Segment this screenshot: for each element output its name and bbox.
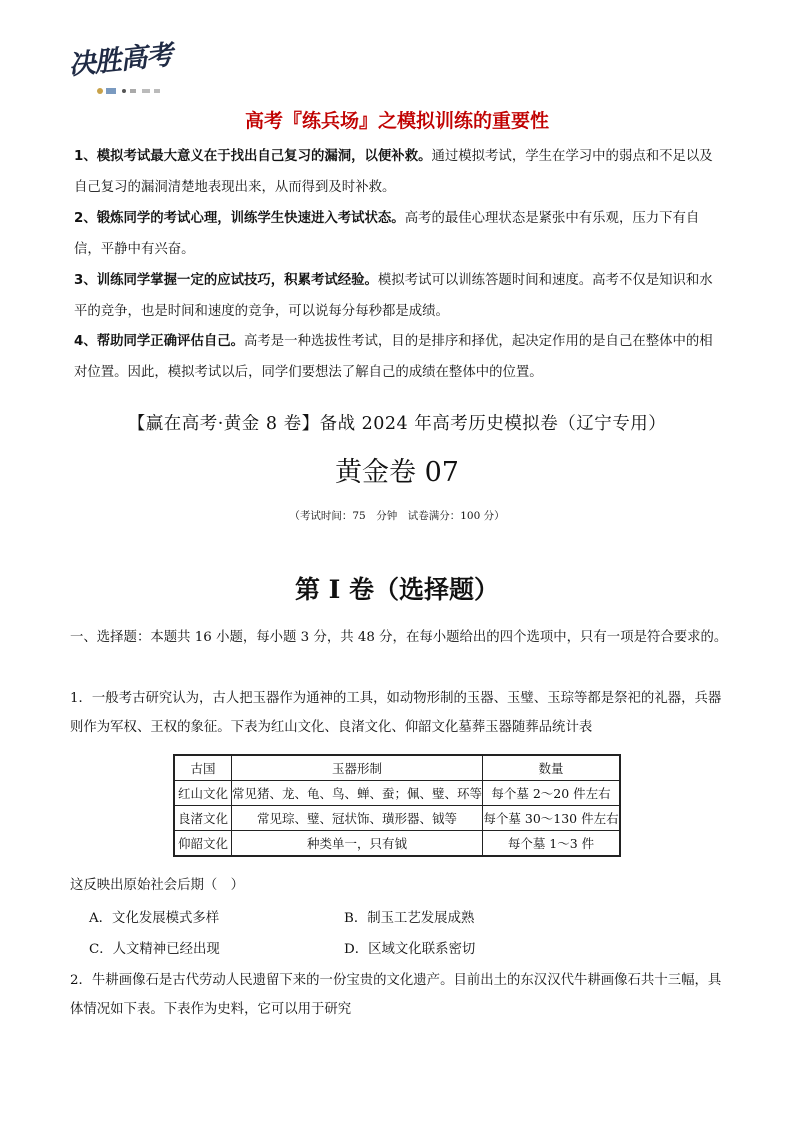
table-cell: 良渚文化 (174, 806, 232, 831)
point-1-bold: 1、模拟考试最大意义在于找出自己复习的漏洞，以便补救。 (74, 149, 432, 164)
logo-text: 决胜高考 (66, 39, 174, 82)
point-3 (74, 265, 724, 327)
question-1-prompt: 这反映出原始社会后期（ ） (70, 878, 245, 893)
section-title: 第 I 卷（选择题） (294, 575, 500, 604)
relics-table (173, 754, 621, 857)
logo-figures-icon (94, 84, 164, 98)
table-cell: 每个墓 2～20 件左右 (483, 781, 621, 806)
question-2-stem: 2．牛耕画像石是古代劳动人民遗留下来的一份宝贵的文化遗产。目前出土的东汉汉代牛耕画像石共十三幅，具体情况如下表。下表作为史料，它可以用于研究 (70, 973, 722, 1017)
point-4-text: 高考是一种选拔性考试，目的是排序和择优，起决定作用的是自己在整体中的相对位置。因此，模拟考试以后，同学们要想法了解自己的成绩在整体中的位置。 (74, 334, 713, 380)
table-header: 数量 (483, 755, 621, 781)
exam-info: （考试时间：75 分钟 试卷满分：100 分） (289, 510, 505, 522)
point-1-text: 通过模拟考试，学生在学习中的弱点和不足以及自己复习的漏洞清楚地表现出来，从而得到及时补救。 (74, 149, 713, 195)
table-cell: 种类单一，只有钺 (232, 831, 483, 857)
point-4-bold: 4、帮助同学正确评估自己。 (74, 334, 245, 349)
table-cell: 仰韶文化 (174, 831, 232, 857)
option-b: B．制玉工艺发展成熟 (344, 911, 475, 926)
point-2-text: 高考的最佳心理状态是紧张中有乐观，压力下有自信，平静中有兴奋。 (74, 211, 700, 257)
exam-title: 【赢在高考·黄金 8 卷】备战 2024 年高考历史模拟卷（辽宁专用） (127, 414, 667, 434)
table-header: 古国 (174, 755, 232, 781)
banner-title: 高考『练兵场』之模拟训练的重要性 (244, 110, 549, 132)
option-c: C．人文精神已经出现 (89, 942, 220, 957)
table-row (174, 781, 620, 806)
table-header: 玉器形制 (232, 755, 483, 781)
question-1-stem: 1．一般考古研究认为，古人把玉器作为通神的工具，如动物形制的玉器、玉璧、玉琮等都是祭祀的礼器，兵器则作为军权、王权的象征。下表为红山文化、良渚文化、仰韶文化墓葬玉器随葬品统计表 (70, 691, 722, 735)
gold-title: 黄金卷 07 (335, 457, 459, 488)
point-3-text: 模拟考试可以训练答题时间和速度。高考不仅是知识和水平的竞争，也是时间和速度的竞争，可以说每分每秒都是成绩。 (74, 273, 713, 319)
table-header-row (174, 755, 620, 781)
point-2-bold: 2、锻炼同学的考试心理，训练学生快速进入考试状态。 (74, 211, 405, 226)
table-cell: 每个墓 1～3 件 (483, 831, 621, 857)
point-3-bold: 3、训练同学掌握一定的应试技巧，积累考试经验。 (74, 273, 378, 288)
option-a: A．文化发展模式多样 (89, 911, 220, 926)
point-1 (74, 141, 724, 203)
table-row (174, 831, 620, 857)
table-row (174, 806, 620, 831)
instruction: 一、选择题：本题共 16 小题，每小题 3 分，共 48 分，在每小题给出的四个选项中，只有一项是符合要求的。 (70, 630, 728, 645)
table-cell: 常见猪、龙、龟、鸟、蝉、蚕；佩、璧、环等 (232, 781, 483, 806)
option-d: D．区域文化联系密切 (344, 942, 476, 957)
point-2 (74, 203, 724, 265)
table-cell: 常见琮、璧、冠状饰、璜形器、钺等 (232, 806, 483, 831)
logo (64, 30, 186, 108)
table-cell: 每个墓 30～130 件左右 (483, 806, 621, 831)
table-cell: 红山文化 (174, 781, 232, 806)
point-4 (74, 326, 724, 388)
